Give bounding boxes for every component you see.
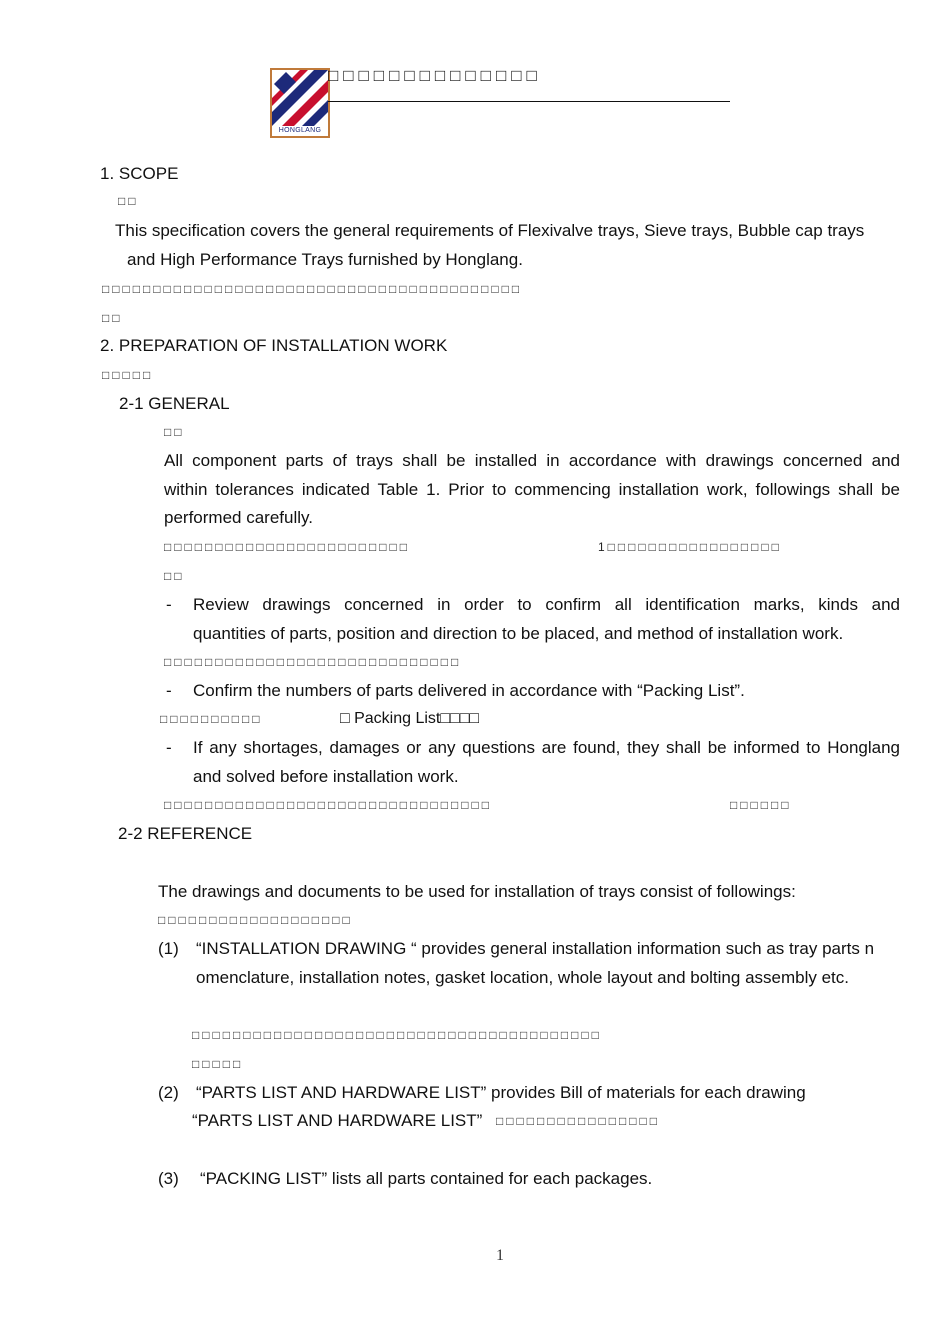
bullet-3-cn-line: □□□□□□	[730, 798, 792, 812]
section-2-1-cn-line: □□	[164, 569, 185, 583]
list-item-2-line: “PARTS LIST AND HARDWARE LIST”	[192, 1111, 483, 1130]
section-2-cn-heading: □□□□□	[102, 368, 154, 382]
bullet-3-line: If any shortages, damages or any questions are found, they shall be informed to Honglang	[193, 738, 900, 757]
list-item-number: (2)	[158, 1083, 179, 1102]
section-2-1-heading: 2-1 GENERAL	[119, 394, 230, 413]
bullet-1-cn-line: □□□□□□□□□□□□□□□□□□□□□□□□□□□□□	[164, 655, 462, 669]
section-2-1-cn-line: 1□□□□□□□□□□□□□□□□□	[598, 540, 782, 554]
bullet-3-cn-line: □□□□□□□□□□□□□□□□□□□□□□□□□□□□□□□□	[164, 798, 492, 812]
bullet-dash: -	[166, 738, 172, 757]
section-2-2-paragraph-line: The drawings and documents to be used for installation of trays consist of followings:	[158, 882, 796, 901]
bullet-1-line: Review drawings concerned in order to confirm all identification marks, kinds and	[193, 595, 900, 614]
bullet-2-line: Confirm the numbers of parts delivered in accordance with “Packing List”.	[193, 681, 745, 700]
section-2-1-cn-line: □□□□□□□□□□□□□□□□□□□□□□□□	[164, 540, 410, 554]
list-item-number: (1)	[158, 939, 179, 958]
honglang-logo-icon	[272, 70, 328, 126]
honglang-logo	[270, 68, 330, 138]
section-1-cn-heading: □□	[118, 194, 139, 208]
document-title: □□□□□□□□□□□□□□	[328, 66, 542, 85]
bullet-2-cn-line: □ Packing List□□□□	[340, 710, 480, 727]
bullet-dash: -	[166, 595, 172, 614]
list-item-2-line: “PARTS LIST AND HARDWARE LIST” provides Bill of materials for each drawing	[196, 1083, 806, 1102]
section-1-cn-line: □□	[102, 311, 123, 325]
section-1-paragraph-line: and High Performance Trays furnished by Honglang.	[127, 250, 523, 269]
section-2-1-cn-heading: □□	[164, 425, 185, 439]
section-2-2-heading: 2-2 REFERENCE	[118, 824, 253, 843]
bullet-dash: -	[166, 681, 172, 700]
bullet-1-line: quantities of parts, position and direction to be placed, and method of installation work.	[193, 624, 844, 643]
bullet-2-cn-line: □□□□□□□□□□	[160, 712, 263, 726]
section-2-1-paragraph-line: performed carefully.	[164, 508, 313, 527]
section-1-cn-line: □□□□□□□□□□□□□□□□□□□□□□□□□□□□□□□□□□□□□□□□□	[102, 282, 523, 296]
list-item-1-line: omenclature, installation notes, gasket location, whole layout and bolting assembly etc.	[196, 968, 849, 987]
list-item-1-cn-line: □□□□□□□□□□□□□□□□□□□□□□□□□□□□□□□□□□□□□□□□	[192, 1028, 602, 1042]
logo-text: HONGLANG	[278, 127, 322, 134]
list-item-2-cn-line: □□□□□□□□□□□□□□□□	[496, 1114, 660, 1128]
list-item-number: (3)	[158, 1169, 179, 1188]
bullet-3-line: and solved before installation work.	[193, 767, 459, 786]
section-2-1-paragraph-line: within tolerances indicated Table 1. Prior to commencing installation work, followings shall be	[164, 480, 900, 499]
section-2-2-cn-line: □□□□□□□□□□□□□□□□□□□	[158, 913, 353, 927]
section-1-paragraph-line: This specification covers the general requirements of Flexivalve trays, Sieve trays, Bubble cap trays	[115, 221, 865, 240]
list-item-1-line: “INSTALLATION DRAWING “ provides general installation information such as tray parts n	[196, 939, 875, 958]
list-item-1-cn-line: □□□□□	[192, 1057, 244, 1071]
section-2-1-paragraph-line: All component parts of trays shall be installed in accordance with drawings concerned and	[164, 451, 900, 470]
section-2-heading: 2. PREPARATION OF INSTALLATION WORK	[100, 336, 448, 355]
page-number: 1	[496, 1247, 504, 1264]
title-underline	[328, 101, 730, 102]
list-item-3-line: “PACKING LIST” lists all parts contained for each packages.	[200, 1169, 653, 1188]
section-1-heading: 1. SCOPE	[100, 164, 179, 183]
